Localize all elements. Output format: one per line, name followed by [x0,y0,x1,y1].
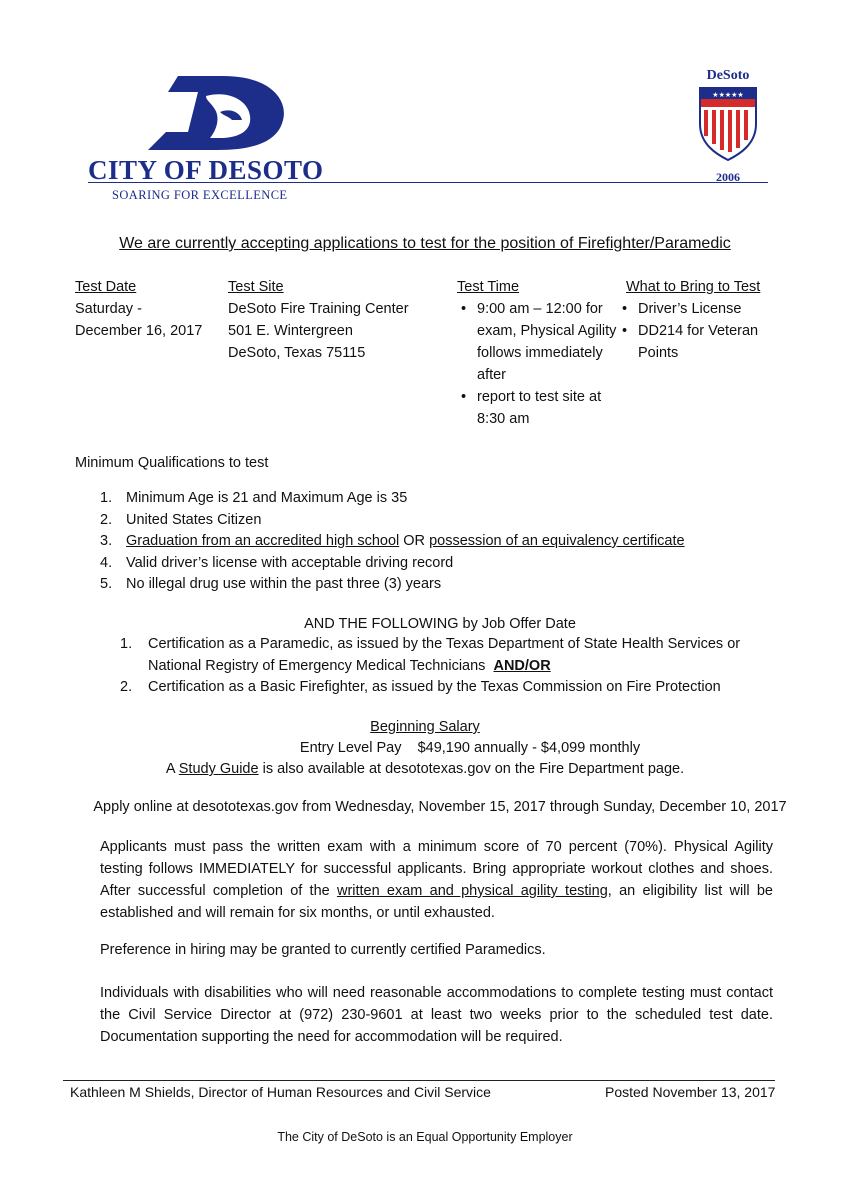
list-item: 1. Minimum Age is 21 and Maximum Age is 35 [100,490,408,506]
study-guide-link[interactable]: Study Guide [178,761,259,777]
test-time-item: • report to test site at 8:30 am [477,386,617,430]
study-guide-line: A Study Guide is also available at desototexas.gov on the Fire Department page. [165,761,685,777]
job-offer-requirements-title: AND THE FOLLOWING by Job Offer Date [304,616,576,632]
test-site-column [228,276,448,364]
test-time-heading: Test Time [457,279,520,295]
exam-paragraph: Applicants must pass the written exam with a minimum score of 70 percent (70%). Physical Agility testing follows IMMEDIATELY for successful applicants. Bring appropriate workout clothes and shoes. After successful completion of the written exam and physical agility testing, an eligibility list will be established and will remain for six months, or until exhausted. [100,839,773,921]
badge-year: 2006 [716,169,740,184]
shield-icon [696,84,760,162]
logo-title: CITY OF DESOTO [88,155,324,185]
list-item: 3. Graduation from an accredited high school OR possession of an equivalency certificate [100,533,685,549]
salary-line: Entry Level Pay $49,190 annually - $4,099 monthly [299,740,641,756]
equal-opportunity-statement: The City of DeSoto is an Equal Opportunity Employer [277,1130,573,1144]
accommodation-paragraph: Individuals with disabilities who will need reasonable accommodations to complete testing must contact the Civil Service Director at (972) 230-9601 at least two weeks prior to the scheduled test date. Documentation supporting the need for accommodation will be required. [100,985,773,1045]
list-item: 4. Valid driver’s license with acceptable driving record [100,554,454,571]
test-date-line: Saturday - [75,301,142,317]
test-site-heading: Test Site [228,279,284,295]
test-date-heading: Test Date [75,279,137,295]
apply-online-line: Apply online at desototexas.gov from Wednesday, November 15, 2017 through Sunday, December 10, 2017 [93,799,787,815]
min-qualifications-title: Minimum Qualifications to test [75,455,269,471]
list-item: 2. United States Citizen [100,511,262,528]
list-item: 5. No illegal drug use within the past three (3) years [100,576,442,592]
footer-signature: Kathleen M Shields, Director of Human Resources and Civil Service [70,1084,491,1100]
test-site-line: DeSoto, Texas 75115 [228,345,366,361]
test-time-item: • 9:00 am – 12:00 for exam, Physical Agility follows immediately after [477,298,617,386]
badge-city-name: DeSoto [706,68,750,83]
footer-posted-date: Posted November 13, 2017 [605,1084,776,1100]
eagle-d-logo-icon [148,72,298,152]
page-headline: We are currently accepting applications to test for the position of Firefighter/Paramedic [119,235,731,252]
test-time-column [457,276,617,430]
test-date-column [75,276,225,342]
what-to-bring-item: • Driver’s License [638,298,786,320]
preference-paragraph: Preference in hiring may be granted to currently certified Paramedics. [100,942,546,958]
header-divider [88,182,768,183]
certification-list [120,634,780,699]
what-to-bring-column [626,276,786,364]
all-america-city-badge [692,68,764,184]
test-site-line: 501 E. Wintergreen [228,323,353,339]
list-item: 1. Certification as a Paramedic, as issued by the Texas Department of State Health Services or National Registry of Emergency Medical Technicians AND/OR [120,636,741,674]
salary-title: Beginning Salary [370,719,480,735]
what-to-bring-item: • DD214 for Veteran Points [638,320,786,364]
footer-divider [63,1080,775,1081]
svg-text:★★★★★: ★★★★★ [712,91,744,99]
min-qualifications-list [100,488,685,596]
test-date-line: December 16, 2017 [75,323,203,339]
list-item: 2. Certification as a Basic Firefighter, as issued by the Texas Commission on Fire Protection [120,679,721,695]
test-site-line: DeSoto Fire Training Center [228,301,409,317]
what-to-bring-heading: What to Bring to Test [626,279,761,295]
logo-tagline: SOARING FOR EXCELLENCE [112,188,288,202]
